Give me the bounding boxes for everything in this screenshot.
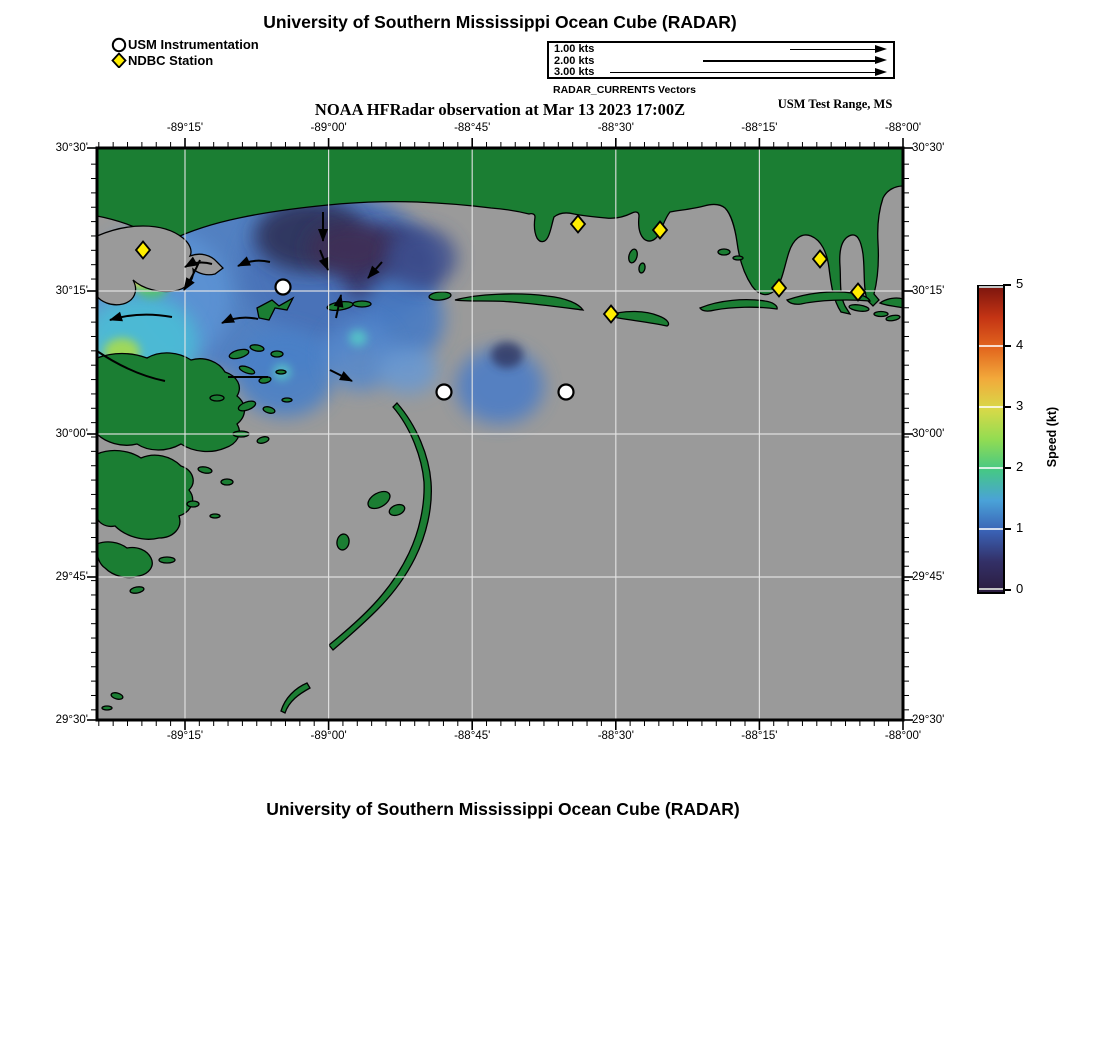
legend-label: USM Instrumentation xyxy=(128,36,259,52)
x-axis-label-top: -89°00' xyxy=(310,122,347,134)
arrow-shaft xyxy=(703,60,875,62)
colorbar-tick xyxy=(1003,345,1011,347)
speed-blob xyxy=(491,342,523,368)
colorbar-title: Speed (kt) xyxy=(1045,406,1059,468)
arrow-shaft xyxy=(790,49,875,51)
arrow-head-icon xyxy=(875,68,887,76)
vector-scale-label: 2.00 kts xyxy=(554,54,595,67)
y-axis-label-left: 29°30' xyxy=(55,714,88,726)
colorbar-gridline xyxy=(979,467,1003,469)
colorbar-tick xyxy=(1003,284,1011,286)
x-axis-label-top: -88°45' xyxy=(454,122,491,134)
colorbar-tick-label: 5 xyxy=(1016,276,1024,291)
y-axis-label-right: 30°15' xyxy=(912,285,945,297)
map-legend xyxy=(111,36,259,68)
speed-blob xyxy=(378,346,438,394)
x-axis-label-bottom: -89°00' xyxy=(310,730,347,742)
vector-scale-caption: RADAR_CURRENTS Vectors xyxy=(553,84,696,96)
usm-station-marker xyxy=(559,385,574,400)
speed-blob xyxy=(387,228,457,288)
arrow-shaft xyxy=(610,72,875,74)
y-axis-label-left: 29°45' xyxy=(55,571,88,583)
y-axis-label-right: 30°00' xyxy=(912,428,945,440)
y-axis-label-right: 30°30' xyxy=(912,142,945,154)
colorbar-tick-label: 1 xyxy=(1016,520,1024,535)
arrow-head-icon xyxy=(875,56,887,64)
colorbar-gridline xyxy=(979,345,1003,347)
colorbar xyxy=(977,285,1005,594)
y-axis-label-right: 29°30' xyxy=(912,714,945,726)
x-axis-label-bottom: -88°15' xyxy=(741,730,778,742)
coastal-map xyxy=(97,148,903,720)
usm-station-marker xyxy=(276,280,291,295)
y-axis-label-left: 30°30' xyxy=(55,142,88,154)
colorbar-gridline xyxy=(979,528,1003,530)
colorbar-cap xyxy=(979,286,1003,288)
x-axis-label-top: -88°15' xyxy=(741,122,778,134)
diamond-icon xyxy=(111,52,127,68)
colorbar-tick xyxy=(1003,467,1011,469)
y-axis-label-left: 30°15' xyxy=(55,285,88,297)
page-title: University of Southern Mississippi Ocean Cube (RADAR) xyxy=(263,12,737,32)
usm-station-marker xyxy=(437,385,452,400)
map-panel xyxy=(97,148,903,720)
land-marsh-a xyxy=(97,353,245,452)
legend-item-usm xyxy=(111,36,259,52)
colorbar-tick-label: 3 xyxy=(1016,398,1024,413)
vector-scale-row xyxy=(549,67,893,79)
y-axis-label-right: 29°45' xyxy=(912,571,945,583)
x-axis-label-top: -89°15' xyxy=(166,122,204,134)
colorbar-tick-label: 2 xyxy=(1016,459,1024,474)
colorbar-gridline xyxy=(979,406,1003,408)
legend-item-ndbc xyxy=(111,52,259,68)
plot-subtitle: NOAA HFRadar observation at Mar 13 2023 17:00Z xyxy=(314,100,686,119)
x-axis-label-bottom: -88°30' xyxy=(597,730,634,742)
y-axis-label-left: 30°00' xyxy=(55,428,88,440)
speed-blob xyxy=(349,330,367,346)
footer-title: University of Southern Mississippi Ocean Cube (RADAR) xyxy=(266,799,740,819)
x-axis-label-top: -88°00' xyxy=(884,122,922,134)
vector-scale-label: 3.00 kts xyxy=(554,66,595,78)
arrow-head-icon xyxy=(875,45,887,53)
x-axis-label-bottom: -89°15' xyxy=(166,730,204,742)
x-axis-label-bottom: -88°45' xyxy=(454,730,491,742)
legend-label: NDBC Station xyxy=(128,52,214,68)
colorbar-tick-label: 0 xyxy=(1016,581,1024,596)
vector-scale-row xyxy=(549,56,893,68)
vector-scale-label: 1.00 kts xyxy=(554,43,595,55)
x-axis-label-bottom: -88°00' xyxy=(884,730,922,742)
colorbar-tick xyxy=(1003,589,1011,591)
vector-scale-box xyxy=(547,41,895,79)
x-axis-label-top: -88°30' xyxy=(597,122,634,134)
colorbar-tick xyxy=(1003,528,1011,530)
colorbar-tick-label: 4 xyxy=(1016,337,1024,352)
colorbar-cap xyxy=(979,588,1003,590)
region-label: USM Test Range, MS xyxy=(777,97,893,111)
colorbar-tick xyxy=(1003,406,1011,408)
vector-scale-row xyxy=(549,44,893,56)
land-marsh-b xyxy=(97,451,193,540)
circle-icon xyxy=(111,36,127,52)
